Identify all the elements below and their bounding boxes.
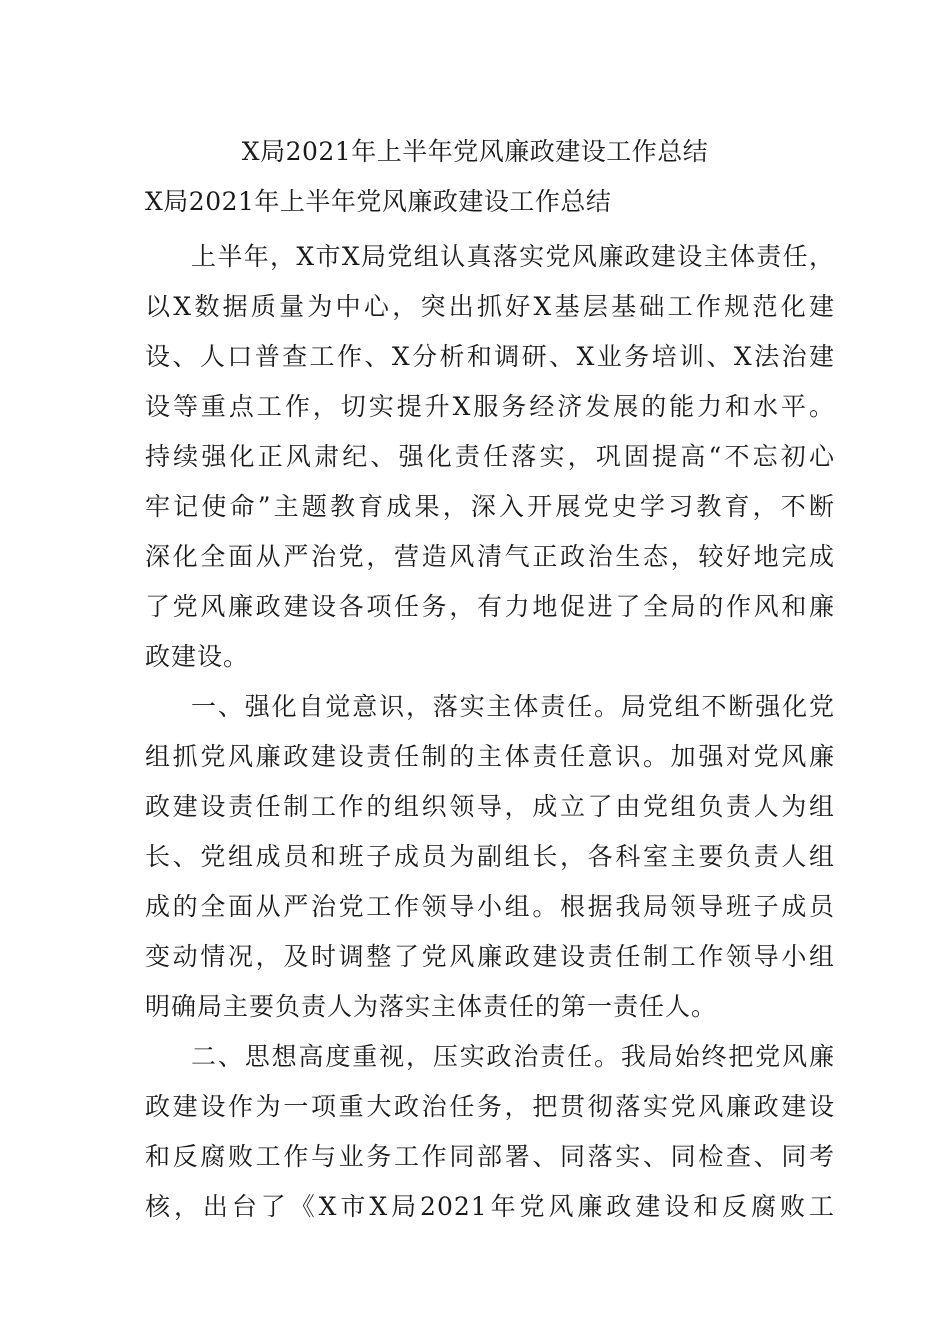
- document-subtitle: X局2021年上半年党风廉政建设工作总结: [145, 187, 612, 216]
- paragraph-3-line-3: 和反腐败工作与业务工作同部署、同落实、同检查、同考: [145, 1142, 835, 1171]
- paragraph-2-line-6: 变动情况，及时调整了党风廉政建设责任制工作领导小组: [145, 942, 835, 971]
- paragraph-2-line-2: 组抓党风廉政建设责任制的主体责任意识。加强对党风廉: [145, 742, 835, 771]
- paragraph-1-line-7: 深化全面从严治党，营造风清气正政治生态，较好地完成: [145, 542, 835, 571]
- paragraph-3-line-1: 二、思想高度重视，压实政治责任。我局始终把党风廉: [191, 1042, 835, 1071]
- paragraph-2-line-4: 长、党组成员和班子成员为副组长，各科室主要负责人组: [145, 842, 835, 871]
- paragraph-1-line-4: 设等重点工作，切实提升X服务经济发展的能力和水平。: [145, 392, 835, 421]
- paragraph-1-line-1: 上半年，X市X局党组认真落实党风廉政建设主体责任，: [191, 242, 835, 271]
- document-body: [145, 232, 835, 1232]
- paragraph-2-line-5: 成的全面从严治党工作领导小组。根据我局领导班子成员: [145, 892, 835, 921]
- paragraph-2-line-1: 一、强化自觉意识，落实主体责任。局党组不断强化党: [191, 692, 835, 721]
- paragraph-2-line-3: 政建设责任制工作的组织领导，成立了由党组负责人为组: [145, 792, 835, 821]
- paragraph-3-line-2: 政建设作为一项重大政治任务，把贯彻落实党风廉政建设: [145, 1092, 835, 1121]
- paragraph-2-line-7: 明确局主要负责人为落实主体责任的第一责任人。: [145, 992, 718, 1021]
- paragraph-1-line-9: 政建设。: [145, 642, 250, 671]
- paragraph-1-line-3: 设、人口普查工作、X分析和调研、X业务培训、X法治建: [145, 342, 835, 371]
- paragraph-1-line-2: 以X数据质量为中心，突出抓好X基层基础工作规范化建: [145, 292, 835, 321]
- document-title: X局2021年上半年党风廉政建设工作总结: [241, 137, 709, 166]
- paragraph-1-line-8: 了党风廉政建设各项任务，有力地促进了全局的作风和廉: [145, 592, 835, 621]
- paragraph-1-line-6: 牢记使命”主题教育成果，深入开展党史学习教育，不断: [145, 492, 835, 521]
- paragraph-1-line-5: 持续强化正风肃纪、强化责任落实，巩固提高“不忘初心: [145, 442, 835, 471]
- paragraph-3-line-4: 核，出台了《X市X局2021年党风廉政建设和反腐败工: [145, 1192, 835, 1221]
